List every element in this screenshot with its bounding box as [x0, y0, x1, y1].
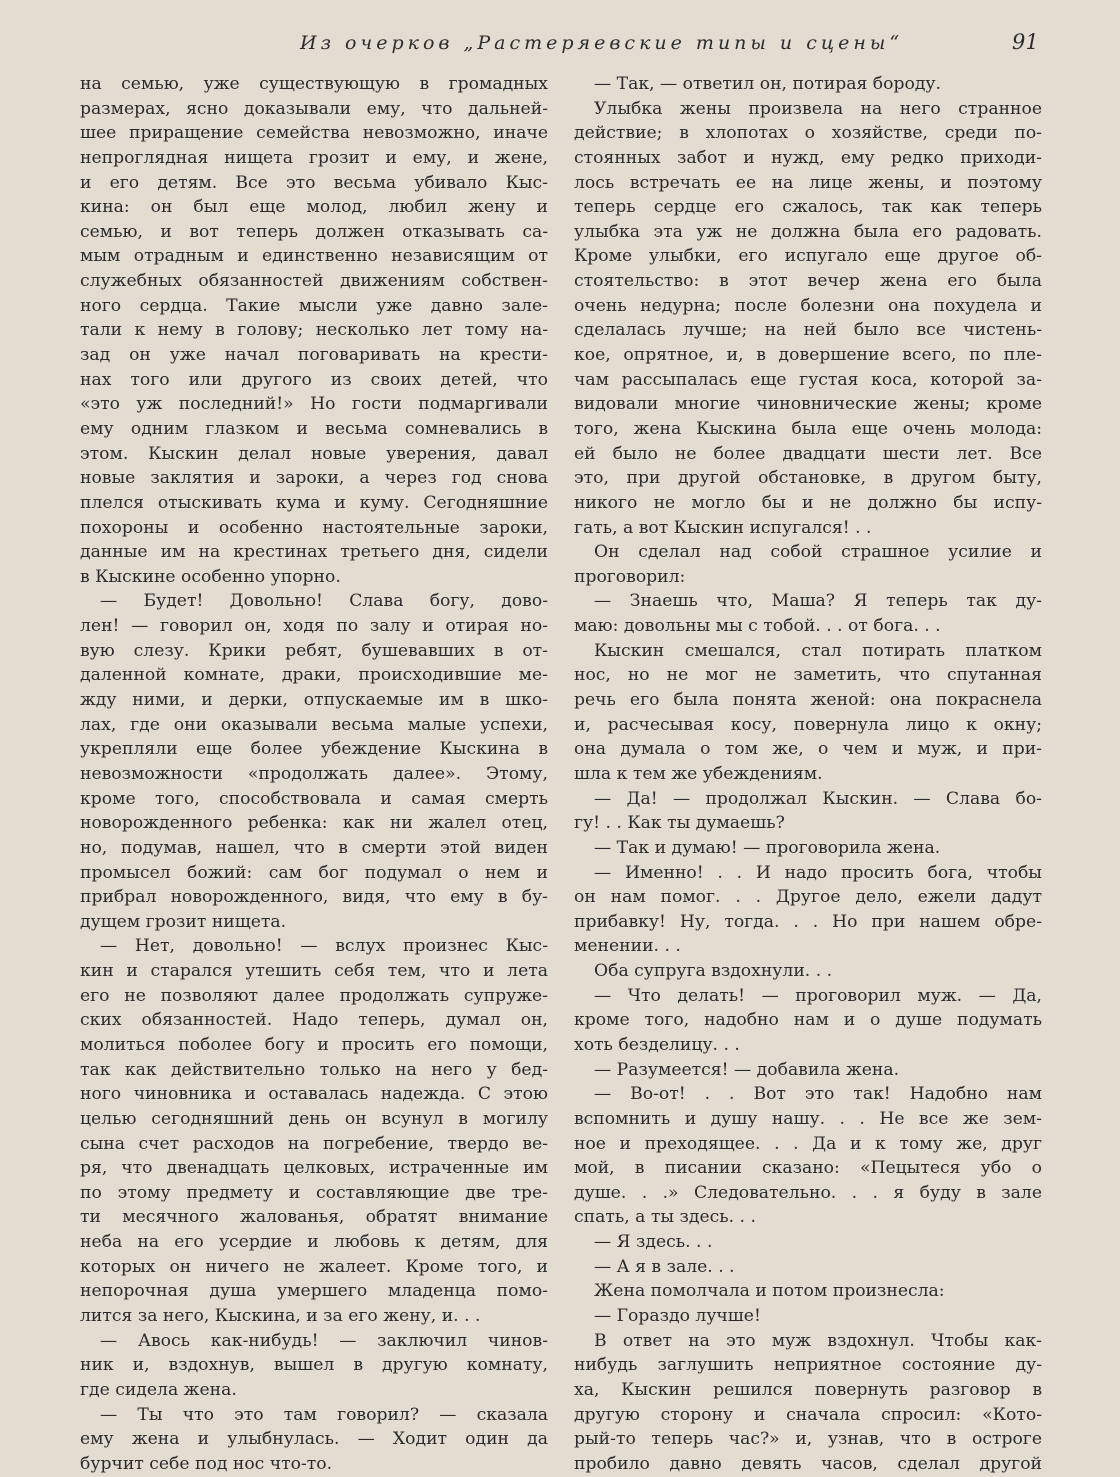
text-line: — Так, — ответил он, потирая бороду.: [594, 74, 941, 94]
right-column: [574, 72, 1042, 1477]
text-line: прибрал новорожденного, видя, что ему в бу-: [80, 887, 548, 908]
text-line: — Разумеется! — добавила жена.: [594, 1059, 900, 1080]
text-line: проговорил:: [574, 566, 686, 587]
text-line: кин и старался утешить себя тем, что и лета: [80, 961, 548, 982]
text-line: невозможности «продолжать далее». Этому,: [80, 763, 548, 784]
text-line: непроглядная нищета грозит и ему, и жене,: [80, 147, 548, 168]
text-line: ских обязанностей. Надо теперь, думал он,: [80, 1010, 548, 1031]
text-line: ря, что двенадцать целковых, истраченные им: [80, 1158, 548, 1179]
text-line: лен! — говорил он, ходя по залу и отирая но-: [80, 616, 548, 637]
text-line: шла к тем же убеждениям.: [574, 763, 823, 784]
text-line: ник и, вздохнув, вышел в другую комнату,: [80, 1355, 548, 1376]
text-line: дущем грозит нищета.: [80, 911, 287, 932]
text-line: — Да! — продолжал Кыскин. — Слава бо-: [594, 788, 1042, 809]
text-line: стоянных забот и нужд, ему редко приходи-: [574, 147, 1042, 168]
text-line: — Что делать! — проговорил муж. — Да,: [594, 985, 1042, 1006]
text-line: очень недурна; после болезни она похудела и: [574, 295, 1042, 316]
text-line: гать, а вот Кыскин испугался! . .: [574, 517, 872, 538]
running-header: Из очерков „Растеряевские типы и сцены“: [300, 32, 904, 54]
text-line: менении. . .: [574, 936, 681, 957]
text-line: новорожденного ребенка: как ни жалел отец,: [80, 813, 548, 834]
text-line: он нам помог. . . Другое дело, ежели дадут: [574, 887, 1042, 908]
text-line: сделалась лучше; на ней было все чистень-: [574, 320, 1042, 341]
text-line: зад он уже начал поговаривать на крести-: [80, 345, 548, 366]
text-line: вспомнить и душу нашу. . . Не все же зем-: [574, 1108, 1042, 1129]
text-line: — Гораздо лучше!: [594, 1306, 761, 1327]
text-line: теперь сердце его сжалось, так как теперь: [574, 197, 1042, 218]
text-line: Он сделал над собой страшное усилие и: [594, 542, 1042, 563]
text-line: речь его была понята женой: она покраснела: [574, 690, 1042, 711]
text-line: непорочная душа умершего младенца помо-: [80, 1281, 548, 1302]
text-line: В ответ на это муж вздохнул. Чтобы как-: [594, 1330, 1042, 1351]
text-line: плелся отыскивать кума и куму. Сегодняшние: [80, 492, 548, 513]
text-line: кроме того, надобно нам и о душе подумать: [574, 1010, 1042, 1031]
left-column: [80, 72, 548, 1477]
text-line: никого не могло бы и не должно бы испу-: [574, 492, 1042, 513]
text-line: семью, и вот теперь должен отказывать са-: [80, 221, 548, 242]
text-line: — Именно! . . И надо просить бога, чтобы: [594, 862, 1042, 883]
text-line: служебных обязанностей движениям собствен-: [80, 271, 548, 292]
text-line: видовали многие чиновнические жены; кроме: [574, 394, 1042, 415]
text-line: даленной комнате, драки, происходившие ме-: [80, 665, 548, 686]
text-line: Оба супруга вздохнули. . .: [594, 961, 833, 982]
text-line: ного сердца. Такие мысли уже давно зале-: [80, 295, 548, 316]
text-line: — Ты что это там говорил? — сказала: [100, 1404, 548, 1425]
text-line: ему жена и улыбнулась. — Ходит один да: [80, 1429, 548, 1450]
text-line: Кыскин смешался, стал потирать платком: [594, 640, 1042, 661]
text-line: кроме того, способствовала и самая смерть: [80, 788, 548, 809]
text-line: лится за него, Кыскина, и за его жену, и. . .: [80, 1306, 481, 1327]
text-line: душе. . .» Следовательно. . . я буду в зале: [574, 1182, 1042, 1203]
text-line: размерах, ясно доказывали ему, что дальней-: [80, 98, 548, 119]
text-line: по этому предмету и составляющие две тре-: [80, 1182, 548, 1203]
text-line: — Так и думаю! — проговорила жена.: [594, 837, 941, 858]
text-line: ное и преходящее. . . Да и к тому же, друг: [574, 1133, 1042, 1154]
text-line: чам рассыпалась еще густая коса, которой за-: [574, 369, 1042, 390]
text-line: ха, Кыскин решился повернуть разговор в: [574, 1379, 1042, 1400]
text-line: действие; в хлопотах о хозяйстве, среди по-: [574, 123, 1042, 144]
text-line: хоть безделицу. . .: [574, 1034, 740, 1055]
text-line: Улыбка жены произвела на него странное: [594, 98, 1042, 119]
text-line: нибудь заглушить неприятное состояние ду-: [574, 1355, 1042, 1376]
text-line: но, подумав, нашел, что в смерти этой виден: [80, 837, 548, 858]
text-line: — А я в зале. . .: [594, 1256, 735, 1277]
text-line: жду ними, и дерки, отпускаемые им в шко-: [80, 690, 548, 711]
text-line: гу! . . Как ты думаешь?: [574, 813, 785, 834]
text-line: того, жена Кыскина была еще очень молода:: [574, 418, 1042, 439]
text-line: — Я здесь. . .: [594, 1232, 713, 1253]
text-line: данные им на крестинах третьего дня, сидели: [80, 542, 548, 563]
text-line: бурчит себе под нос что-то.: [80, 1453, 333, 1474]
text-line: так как действительно только на него у бед-: [80, 1059, 548, 1080]
text-line: целью сегодняшний день он всунул в могилу: [80, 1108, 548, 1129]
text-line: молиться поболее богу и просить его помощи,: [80, 1034, 548, 1055]
text-line: рый-то теперь час?» и, узнав, что в остроге: [574, 1429, 1042, 1450]
text-line: кое, опрятное, и, в довершение всего, по пле-: [574, 345, 1042, 366]
text-line: промысел божий: сам бог подумал о нем и: [80, 862, 548, 883]
text-line: сына счет расходов на погребение, твердо ве-: [80, 1133, 548, 1154]
text-line: мым отрадным и единственно независящим от: [80, 246, 548, 267]
text-line: кина: он был еще молод, любил жену и: [80, 197, 548, 218]
text-line: вую слезу. Крики ребят, бушевавших в от-: [80, 640, 548, 661]
text-line: нах того или другого из своих детей, что: [80, 369, 548, 390]
text-line: Кроме улыбки, его испугало еще другое об-: [574, 246, 1042, 267]
text-line: прибавку! Ну, тогда. . . Но при нашем обре-: [574, 911, 1042, 932]
text-line: Жена помолчала и потом произнесла:: [594, 1281, 945, 1302]
text-line: неба на его усердие и любовь к детям, для: [80, 1232, 548, 1253]
text-line: лось встречать ее на лице жены, и поэтому: [574, 172, 1042, 193]
text-line: — Авось как-нибудь! — заключил чинов-: [100, 1330, 548, 1351]
text-line: и, расчесывая косу, повернула лицо к окну;: [574, 714, 1042, 735]
text-line: улыбка эта уж не должна была его радовать.: [574, 221, 1042, 242]
text-line: — Знаешь что, Маша? Я теперь так ду-: [594, 591, 1042, 612]
text-line: — Нет, довольно! — вслух произнес Кыс-: [100, 936, 548, 957]
text-line: тали к нему в голову; несколько лет тому на-: [80, 320, 548, 341]
text-line: — Будет! Довольно! Слава богу, дово-: [100, 591, 548, 612]
text-line: ного чиновника и оставалась надежда. С этою: [80, 1084, 548, 1105]
text-line: ти месячного жалованья, обратят внимание: [80, 1207, 548, 1228]
text-line: которых он ничего не жалеет. Кроме того, и: [80, 1256, 548, 1277]
text-line: маю: довольны мы с тобой. . . от бога. . .: [574, 616, 941, 637]
text-line: другую сторону и сначала спросил: «Кото-: [574, 1404, 1042, 1425]
text-line: ему одним глазком и весьма сомневались в: [80, 418, 548, 439]
text-line: это, при другой обстановке, в другом быту,: [574, 468, 1042, 489]
text-line: ей было не более двадцати шести лет. Все: [574, 443, 1042, 464]
text-line: нос, но не мог не заметить, что спутанная: [574, 665, 1042, 686]
text-line: и его детям. Все это весьма убивало Кыс-: [80, 172, 548, 193]
text-line: мой, в писании сказано: «Пецытеся убо о: [574, 1158, 1042, 1179]
text-line: она думала о том же, о чем и муж, и при-: [574, 739, 1042, 760]
text-line: на семью, уже существующую в громадных: [80, 74, 548, 94]
text-line: лах, где они оказывали весьма малые успехи,: [80, 714, 548, 735]
text-line: спать, а ты здесь. . .: [574, 1207, 756, 1228]
text-line: «это уж последний!» Но гости подмаргивали: [80, 394, 548, 415]
text-line: укрепляли еще более убеждение Кыскина в: [80, 739, 548, 760]
text-line: в Кыскине особенно упорно.: [80, 566, 341, 587]
page-number: 91: [1012, 30, 1039, 54]
text-line: этом. Кыскин делал новые уверения, давал: [80, 443, 548, 464]
text-line: его не позволяют далее продолжать супруже-: [80, 985, 548, 1006]
text-line: стоятельство: в этот вечер жена его была: [574, 271, 1042, 292]
text-line: шее приращение семейства невозможно, иначе: [80, 123, 548, 144]
text-line: пробило давно девять часов, сделал другой: [574, 1453, 1042, 1474]
text-line: — Во-от! . . Вот это так! Надобно нам: [594, 1084, 1042, 1105]
text-line: похороны и особенно настоятельные зароки,: [80, 517, 548, 538]
text-line: где сидела жена.: [80, 1379, 237, 1400]
text-line: новые заклятия и зароки, а через год снова: [80, 468, 548, 489]
